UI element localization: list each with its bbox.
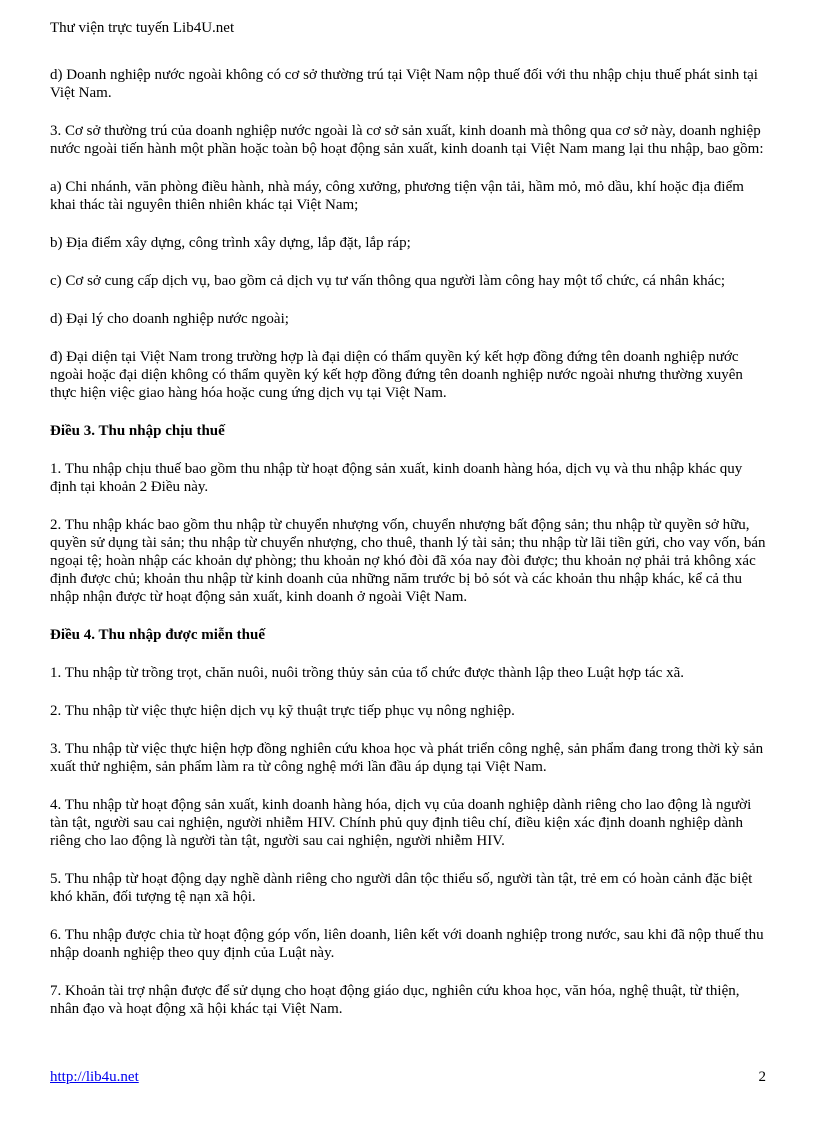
paragraph: 1. Thu nhập chịu thuế bao gồm thu nhập từ hoạt động sản xuất, kinh doanh hàng hóa, dịch vụ và thu nhập khác quy định tại khoản 2 Điều này. [50,461,743,495]
paragraph: 2. Thu nhập khác bao gồm thu nhập từ chuyển nhượng vốn, chuyển nhượng bất động sản; thu nhập từ quyền sở hữu, quyền sử dụng tài sản; thu nhập từ chuyển nhượng, cho thuê, thanh lý tài sản; thu nhập từ lãi tiền gửi, cho vay vốn, bán ngoại tệ; hoàn nhập các khoản dự phòng; thu khoản nợ khó đòi đã xóa nay đòi được; thu khoản nợ phải trả không xác định được chủ; khoản thu nhập từ kinh doanh của những năm trước bị bỏ sót và các khoản thu nhập khác, kể cả thu nhập nhận được từ hoạt động sản xuất, kinh doanh ở ngoài Việt Nam. [50,517,766,605]
page-header [50,20,234,37]
paragraph: 7. Khoản tài trợ nhận được để sử dụng cho hoạt động giáo dục, nghiên cứu khoa học, văn hóa, nghệ thuật, từ thiện, nhân đạo và hoạt động xã hội khác tại Việt Nam. [50,983,740,1017]
paragraph: 4. Thu nhập từ hoạt động sản xuất, kinh doanh hàng hóa, dịch vụ của doanh nghiệp dành riêng cho lao động là người tàn tật, người sau cai nghiện, người nhiễm HIV. Chính phủ quy định tiêu chí, điều kiện xác định doanh nghiệp dành riêng cho lao động là người tàn tật, người sau cai nghiện, người nhiễm HIV. [50,797,752,849]
paragraph: c) Cơ sở cung cấp dịch vụ, bao gồm cả dịch vụ tư vấn thông qua người làm công hay một tổ chức, cá nhân khác; [50,273,726,289]
page-number: 2 [758,1069,766,1085]
paragraph: d) Doanh nghiệp nước ngoài không có cơ sở thường trú tại Việt Nam nộp thuế đối với thu nhập chịu thuế phát sinh tại Việt Nam. [50,67,758,101]
paragraph: 3. Cơ sở thường trú của doanh nghiệp nước ngoài là cơ sở sản xuất, kinh doanh mà thông qua cơ sở này, doanh nghiệp nước ngoài tiến hành một phần hoặc toàn bộ hoạt động sản xuất, kinh doanh tại Việt Nam mang lại thu nhập, bao gồm: [50,123,764,157]
page-footer [50,1069,766,1086]
paragraph: 3. Thu nhập từ việc thực hiện hợp đồng nghiên cứu khoa học và phát triển công nghệ, sản phẩm đang trong thời kỳ sản xuất thử nghiệm, sản phẩm làm ra từ công nghệ mới lần đầu áp dụng tại Việt Nam. [50,741,764,775]
paragraph: 5. Thu nhập từ hoạt động dạy nghề dành riêng cho người dân tộc thiểu số, người tàn tật, trẻ em có hoàn cảnh đặc biệt khó khăn, đối tượng tệ nạn xã hội. [50,871,753,905]
footer-link[interactable]: http://lib4u.net [50,1069,139,1085]
paragraph: 6. Thu nhập được chia từ hoạt động góp vốn, liên doanh, liên kết với doanh nghiệp trong nước, sau khi đã nộp thuế thu nhập doanh nghiệp theo quy định của Luật này. [50,927,764,961]
paragraph: a) Chi nhánh, văn phòng điều hành, nhà máy, công xưởng, phương tiện vận tải, hầm mỏ, mỏ dầu, khí hoặc địa điểm khai thác tài nguyên thiên nhiên khác tại Việt Nam; [50,179,744,213]
site-title: Thư viện trực tuyến Lib4U.net [50,20,235,36]
paragraph: b) Địa điểm xây dựng, công trình xây dựng, lắp đặt, lắp ráp; [50,235,411,251]
paragraph: đ) Đại diện tại Việt Nam trong trường hợp là đại diện có thẩm quyền ký kết hợp đồng đứng tên doanh nghiệp nước ngoài hoặc đại diện không có thẩm quyền ký kết hợp đồng đứng tên doanh nghiệp nước ngoài nhưng thường xuyên thực hiện việc giao hàng hóa hoặc cung ứng dịch vụ tại Việt Nam. [50,349,743,401]
section-heading: Điều 4. Thu nhập được miễn thuế [50,627,266,643]
document-body [50,66,770,1038]
section-heading: Điều 3. Thu nhập chịu thuế [50,423,225,439]
paragraph: d) Đại lý cho doanh nghiệp nước ngoài; [50,311,289,327]
paragraph: 1. Thu nhập từ trồng trọt, chăn nuôi, nuôi trồng thủy sản của tổ chức được thành lập theo Luật hợp tác xã. [50,665,684,681]
paragraph: 2. Thu nhập từ việc thực hiện dịch vụ kỹ thuật trực tiếp phục vụ nông nghiệp. [50,703,515,719]
